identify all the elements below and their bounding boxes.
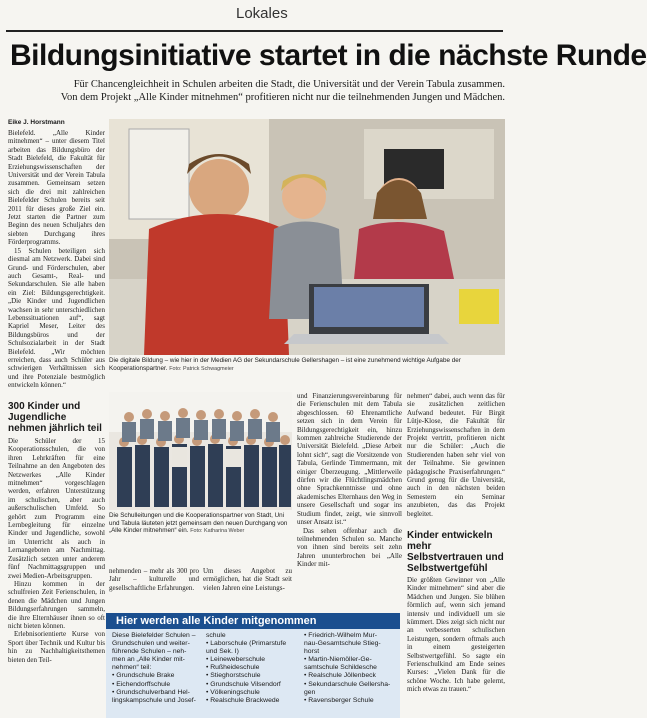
paragraph: 15 Schulen beteiligen sich diesmal am Netzwerk. Dabei sind Grund- und Förderschulen, aber auch Gesamt-, Real- und Sekundarschulen. Sie alle haben ein Ziel: Bildungsgerechtigkeit. „Die Kinder und Jugendlichen wachsen in sehr unterschiedlichen Lebenssituationen auf“, sagt Kapriel Meser, Leiter des Bildungsbüros und der Schulsozialarbeit in der Stadt Bielefeld. „Wir möchten erreichen, dass auch Schüler aus schwierigen Verhältnissen sich und ihre Potenziale bestmöglich entwickeln können.“ [8,246,105,390]
paragraph: und Finanzierungsvereinbarung für die Ferienschulen mit dem Tabula abgeschlossen. 60 Ehrenamtliche setzen sich in dem Verein für Bildungsgerechtigkeit ein, hinzu kommen zahlreiche Studierende der Universität Bielefeld. „Diese Arbeit lohnt sich“, sagt die Vorsitzende von Tabula, Gerlinde Timmermann, mit einiger Überzeugung. „Mittlerweile dürfen wir die Flüchtlingsmädchen ohne Sprachkenntnisse und ohne akademisches Elternhaus den Weg in unsere Gesellschaft und sogar ins Studium findet, zeigt, wie sinnvoll unser Ansatz ist.“ [297,392,402,527]
info-box-column-3 [304,632,398,705]
paragraph: Um dieses Angebot zu ermöglichen, hat die Stadt seit vielen Jahren eine Leistungs- [203,567,292,592]
photo-1-caption [109,357,505,373]
article-column-3 [297,392,402,611]
paragraph: nehmen“ dabei, auch wenn das für sie zusätzlichen zeitlichen Aufwand bedeutet. Für Birgit Lütje-Klose, die Fakultät für Erziehungswissenschaften in dem Projekt vertritt, profitieren nicht nur die Schüler: „Auch die Studierenden haben sehr viel von der Teilnahme. Sie gewinnen pädagogische Praxiserfahrungen.“ Grund genug für die Universität, auch in den nächsten beiden Semestern ein Seminar anzubieten, das das Projekt begleitet. [407,392,505,518]
paragraph: nehmenden – mehr als 300 pro Jahr – kulturelle und gesellschaftliche Erfahrungen. [109,567,199,592]
list-item: gen [304,688,316,696]
subhead-line-2: Von dem Projekt „Alle Kinder mitnehmen“ profitieren nicht nur die teilnehmenden Jungen und Mädchen. [60,92,505,103]
info-box-title: Hier werden alle Kinder mitgenommen [116,615,317,627]
article-column-4 [407,392,505,525]
list-item: • Grundschule Brake [112,672,175,680]
paragraph: Die größten Gewinner von „Alle Kinder mitnehmen“ sind aber die Mädchen und Jungen. Sie blühen förmlich auf, wenn sich jemand intensiv und individuell um sie kümmert. Dies zeigt sich nicht nur an verbesserten schulischen Leistungen, sondern oftmals auch in einem gesteigerten Selbstwertgefühl. So sagte ein Ferienschulkind am Ende seines Kurses: „Vielen Dank für die schöne Woche. Ich habe gelernt, mich etwas zu trauen.“ [407,576,505,694]
list-item: schule [206,632,226,639]
article-column-1 [8,129,105,398]
list-item: • Sekundarschule Gellersha- [304,680,391,688]
subheading-2: Kinder entwickeln mehr Selbstvertrauen und Selbstwertgefühl [407,530,504,574]
photo-group [109,392,292,510]
list-item: • Grundschulverband Hel- [112,688,190,696]
article-column-4b [407,576,505,718]
subheading-1: 300 Kinder und Jugendliche nehmen jährlich teil [8,401,102,434]
list-item: • Eichendorffschule [112,680,171,688]
paragraph: Die Schüler der 15 Kooperationsschulen, die von ihren Lehrkräften für eine Teilnahme an den Angeboten des Netzwerkes „Alle Kinder mitnehmen“ vorgeschlagen werden, erfahren Unterstützung im schulischen, aber auch außerschulischen Umfeld. So gehört zum Programm eine Lernbegleitung für einzelne Kinder und Jugendliche, sowohl im Unterricht als auch in Lernangeboten am Nachmittag. Zusätzlich setzen unter anderem fünf Nachmittagsgruppen und zwei Medien-Arbeitsgruppen. [8,437,105,580]
list-item: und Sek. I) [206,648,239,656]
photo-media-ag-image [109,119,505,355]
list-item: • Friedrich-Wilhelm Mur- [304,632,377,639]
list-item: Grundschulen und weiter- [112,640,190,648]
paragraph: Bielefeld. „Alle Kinder mitnehmen“ – unter diesem Titel arbeiten das Bildungsbüro der Stadt Bielefeld, die Fakultät für Erziehungswissenschaften der Universität und der Verein Tabula zusammen. Gemeinsam setzen sich die drei mit zahlreichen Bielefelder Schulen bereits seit 2011 für dieses große Ziel ein. Jetzt starten die Partner zum Beginn des neuen Schuljahrs den siebten Durchgang ihres Förderprogramms. [8,129,105,247]
info-box-column-2 [206,632,298,705]
list-item: nau-Gesamtschule Stieg- [304,640,381,648]
list-item: men an „Alle Kinder mit- [112,656,185,664]
list-item: horst [304,648,320,656]
photo-credit: Foto: Katharina Weber [190,528,245,535]
article-column-1b [8,437,105,718]
photo-credit: Foto: Patrick Schwagmeier [169,365,234,372]
section-header [0,0,513,30]
list-item: • Rußheideschule [206,664,260,672]
caption-text: Die Schulleitungen und die Kooperationspartner von Stadt, Uni und Tabula läuteten jetzt gemeinsam den neuen Durchgang von „Alle Kinder mitnehmen“ ein. [109,512,288,535]
list-item: lingskampschule und Josef- [112,696,196,704]
photo-media-ag [109,119,505,355]
subheadline [30,78,505,104]
paragraph: Erlebnisorientierte Kurse von Sport über Technik und Kultur bis hin zu Nachhaltigkeitsthemen bieten den Teil- [8,630,105,664]
paragraph: Hinzu kommen in der schulfreien Zeit Ferienschulen, in denen die Mädchen und Jungen Bildungserfahrungen sammeln, die ihre Elternhäuser ihnen so oft nicht bieten können. [8,579,105,630]
section-title: Lokales [236,5,288,22]
list-item: führende Schulen – neh- [112,648,187,656]
article-column-3-tail [203,567,292,611]
list-item: • Völkeningschule [206,688,260,696]
list-item: Diese Bielefelder Schulen – [112,632,196,639]
list-item: samtschule Schildesche [304,664,377,672]
info-box-column-1 [112,632,202,705]
byline: Eike J. Horstmann [8,119,65,126]
list-item: • Realschule Brackwede [206,696,280,704]
list-item: • Stieghorstschule [206,672,261,680]
list-item: • Leineweberschule [206,656,266,664]
photo-2-caption [109,512,292,536]
subhead-line-1: Für Chancengleichheit in Schulen arbeiten die Stadt, die Universität und der Verein Tabula zusammen. [73,79,505,90]
list-item: • Realschule Jöllenbeck [304,672,376,680]
article-column-2-tail [109,567,199,611]
photo-group-image [109,392,292,510]
caption-text: Die digitale Bildung – wie hier in der Medien AG der Sekundarschule Gellershagen – ist eine zunehmend wichtige Aufgabe der Kooperationspartner. [109,357,461,372]
list-item: • Laborschule (Primarstufe [206,640,287,648]
list-item: • Ravensberger Schule [304,696,374,704]
headline: Bildungsinitiative startet in die nächste Runde [10,39,647,72]
list-item: nehmen“ teil: [112,664,152,672]
paragraph: Das sehen offenbar auch die teilnehmenden Schulen so. Manche von ihnen sind bereits seit zehn Jahren ununterbrochen bei „Alle Kinder mit- [297,526,402,569]
list-item: • Martin-Niemöller-Ge- [304,656,372,664]
header-rule [6,30,503,32]
list-item: • Grundschule Vilsendorf [206,680,281,688]
